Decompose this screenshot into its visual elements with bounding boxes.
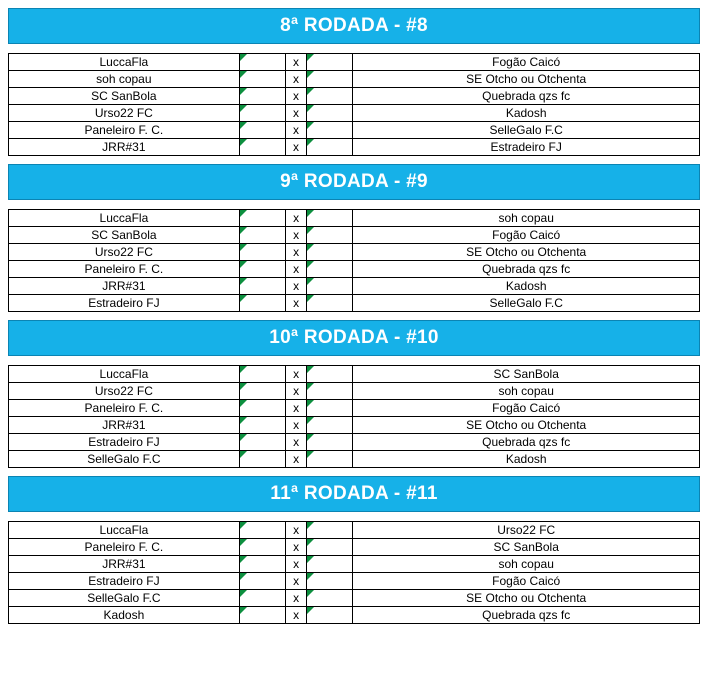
versus-separator: x: [286, 71, 307, 88]
table-row: [9, 122, 700, 139]
home-score-cell[interactable]: [239, 400, 285, 417]
home-score-cell[interactable]: [239, 556, 285, 573]
table-row: [9, 607, 700, 624]
away-score-cell[interactable]: [306, 383, 352, 400]
home-score-cell[interactable]: [239, 590, 285, 607]
away-score-cell[interactable]: [306, 88, 353, 105]
comment-marker-icon: [240, 451, 247, 458]
fixtures-table: [8, 521, 700, 624]
versus-separator: x: [286, 139, 307, 156]
versus-separator: x: [286, 590, 307, 607]
home-team-cell: Paneleiro F. C.: [9, 261, 240, 278]
comment-marker-icon: [240, 607, 247, 614]
comment-marker-icon: [240, 261, 247, 268]
away-score-cell[interactable]: [306, 261, 352, 278]
round-block: [0, 476, 708, 624]
table-row: [9, 590, 700, 607]
fixtures-table: [8, 209, 700, 312]
table-row: [9, 227, 700, 244]
away-team-cell: Fogão Caicó: [353, 400, 700, 417]
away-score-cell[interactable]: [306, 54, 353, 71]
home-score-cell[interactable]: [239, 105, 286, 122]
away-team-cell: soh copau: [353, 383, 700, 400]
away-team-cell: Quebrada qzs fc: [353, 261, 700, 278]
home-score-cell[interactable]: [239, 607, 285, 624]
versus-separator: x: [286, 244, 307, 261]
table-row: [9, 366, 700, 383]
comment-marker-icon: [307, 434, 314, 441]
home-team-cell: LuccaFla: [9, 522, 240, 539]
round-title: 10ª RODADA - #10: [8, 320, 700, 356]
home-team-cell: Paneleiro F. C.: [9, 539, 240, 556]
versus-separator: x: [286, 227, 307, 244]
comment-marker-icon: [307, 573, 314, 580]
away-team-cell: SE Otcho ou Otchenta: [353, 590, 700, 607]
comment-marker-icon: [307, 607, 314, 614]
comment-marker-icon: [307, 366, 314, 373]
table-row: [9, 400, 700, 417]
comment-marker-icon: [240, 539, 247, 546]
round-title: 8ª RODADA - #8: [8, 8, 700, 44]
away-team-cell: Estradeiro FJ: [353, 139, 700, 156]
table-row: [9, 417, 700, 434]
comment-marker-icon: [307, 261, 314, 268]
rounds-container: [0, 8, 708, 624]
away-team-cell: Fogão Caicó: [353, 573, 700, 590]
comment-marker-icon: [307, 278, 314, 285]
home-score-cell[interactable]: [239, 295, 285, 312]
versus-separator: x: [286, 261, 307, 278]
round-title: 9ª RODADA - #9: [8, 164, 700, 200]
fixtures-table: [8, 365, 700, 468]
comment-marker-icon: [307, 383, 314, 390]
table-row: [9, 71, 700, 88]
away-team-cell: SE Otcho ou Otchenta: [353, 244, 700, 261]
comment-marker-icon: [307, 244, 314, 251]
table-row: [9, 88, 700, 105]
comment-marker-icon: [240, 210, 247, 217]
comment-marker-icon: [307, 522, 314, 529]
away-score-cell[interactable]: [306, 573, 352, 590]
comment-marker-icon: [307, 227, 314, 234]
table-row: [9, 244, 700, 261]
home-team-cell: LuccaFla: [9, 54, 240, 71]
table-row: [9, 539, 700, 556]
away-team-cell: Fogão Caicó: [353, 54, 700, 71]
table-row: [9, 556, 700, 573]
away-team-cell: Kadosh: [353, 451, 700, 468]
home-score-cell[interactable]: [239, 227, 285, 244]
comment-marker-icon: [307, 451, 314, 458]
away-score-cell[interactable]: [306, 278, 352, 295]
away-score-cell[interactable]: [306, 417, 352, 434]
comment-marker-icon: [240, 54, 247, 61]
comment-marker-icon: [240, 244, 247, 251]
versus-separator: x: [286, 278, 307, 295]
home-team-cell: JRR#31: [9, 278, 240, 295]
comment-marker-icon: [240, 71, 247, 78]
comment-marker-icon: [240, 434, 247, 441]
home-team-cell: JRR#31: [9, 417, 240, 434]
away-score-cell[interactable]: [306, 400, 352, 417]
away-team-cell: soh copau: [353, 556, 700, 573]
versus-separator: x: [286, 451, 307, 468]
table-row: [9, 105, 700, 122]
away-score-cell[interactable]: [306, 522, 352, 539]
versus-separator: x: [286, 295, 307, 312]
away-score-cell[interactable]: [306, 244, 352, 261]
away-score-cell[interactable]: [306, 227, 352, 244]
table-row: [9, 278, 700, 295]
away-team-cell: Urso22 FC: [353, 522, 700, 539]
versus-separator: x: [286, 573, 307, 590]
home-score-cell[interactable]: [239, 139, 286, 156]
comment-marker-icon: [307, 210, 314, 217]
home-score-cell[interactable]: [239, 539, 285, 556]
versus-separator: x: [286, 105, 307, 122]
home-score-cell[interactable]: [239, 573, 285, 590]
away-score-cell[interactable]: [306, 556, 352, 573]
comment-marker-icon: [307, 71, 314, 78]
comment-marker-icon: [240, 122, 247, 129]
round-block: [0, 8, 708, 156]
round-block: [0, 320, 708, 468]
home-score-cell[interactable]: [239, 54, 286, 71]
comment-marker-icon: [307, 295, 314, 302]
home-score-cell[interactable]: [239, 522, 285, 539]
comment-marker-icon: [307, 88, 314, 95]
versus-separator: x: [286, 522, 307, 539]
comment-marker-icon: [307, 539, 314, 546]
table-row: [9, 383, 700, 400]
versus-separator: x: [286, 607, 307, 624]
fixtures-page: [0, 8, 708, 695]
home-score-cell[interactable]: [239, 366, 285, 383]
versus-separator: x: [286, 88, 307, 105]
table-row: [9, 573, 700, 590]
comment-marker-icon: [240, 295, 247, 302]
comment-marker-icon: [240, 400, 247, 407]
comment-marker-icon: [240, 556, 247, 563]
away-team-cell: Kadosh: [353, 105, 700, 122]
versus-separator: x: [286, 434, 307, 451]
away-score-cell[interactable]: [306, 139, 353, 156]
comment-marker-icon: [240, 105, 247, 112]
comment-marker-icon: [240, 88, 247, 95]
home-score-cell[interactable]: [239, 383, 285, 400]
away-team-cell: SE Otcho ou Otchenta: [353, 417, 700, 434]
home-team-cell: SelleGalo F.C: [9, 590, 240, 607]
home-score-cell[interactable]: [239, 261, 285, 278]
home-score-cell[interactable]: [239, 71, 286, 88]
away-team-cell: Quebrada qzs fc: [353, 434, 700, 451]
home-team-cell: Paneleiro F. C.: [9, 400, 240, 417]
comment-marker-icon: [240, 278, 247, 285]
away-score-cell[interactable]: [306, 122, 353, 139]
comment-marker-icon: [307, 54, 314, 61]
away-score-cell[interactable]: [306, 451, 352, 468]
away-team-cell: soh copau: [353, 210, 700, 227]
table-row: [9, 261, 700, 278]
versus-separator: x: [286, 383, 307, 400]
home-team-cell: soh copau: [9, 71, 240, 88]
away-score-cell[interactable]: [306, 590, 352, 607]
table-row: [9, 434, 700, 451]
comment-marker-icon: [240, 366, 247, 373]
home-team-cell: Estradeiro FJ: [9, 295, 240, 312]
away-team-cell: SC SanBola: [353, 366, 700, 383]
away-score-cell[interactable]: [306, 295, 352, 312]
comment-marker-icon: [307, 556, 314, 563]
away-team-cell: Quebrada qzs fc: [353, 88, 700, 105]
table-row: [9, 139, 700, 156]
home-score-cell[interactable]: [239, 278, 285, 295]
home-score-cell[interactable]: [239, 434, 285, 451]
comment-marker-icon: [240, 139, 247, 146]
comment-marker-icon: [240, 417, 247, 424]
home-team-cell: SelleGalo F.C: [9, 451, 240, 468]
home-score-cell[interactable]: [239, 210, 285, 227]
home-team-cell: Estradeiro FJ: [9, 434, 240, 451]
home-score-cell[interactable]: [239, 88, 286, 105]
comment-marker-icon: [307, 417, 314, 424]
comment-marker-icon: [240, 573, 247, 580]
comment-marker-icon: [307, 105, 314, 112]
home-team-cell: Urso22 FC: [9, 383, 240, 400]
away-team-cell: SelleGalo F.C: [353, 122, 700, 139]
table-row: [9, 522, 700, 539]
round-block: [0, 164, 708, 312]
home-team-cell: Estradeiro FJ: [9, 573, 240, 590]
table-row: [9, 295, 700, 312]
home-score-cell[interactable]: [239, 244, 285, 261]
comment-marker-icon: [240, 522, 247, 529]
away-team-cell: SE Otcho ou Otchenta: [353, 71, 700, 88]
table-row: [9, 210, 700, 227]
home-score-cell[interactable]: [239, 417, 285, 434]
home-team-cell: LuccaFla: [9, 366, 240, 383]
away-team-cell: Kadosh: [353, 278, 700, 295]
away-score-cell[interactable]: [306, 366, 352, 383]
comment-marker-icon: [307, 590, 314, 597]
away-score-cell[interactable]: [306, 71, 353, 88]
home-team-cell: JRR#31: [9, 556, 240, 573]
comment-marker-icon: [240, 590, 247, 597]
versus-separator: x: [286, 417, 307, 434]
away-team-cell: Quebrada qzs fc: [353, 607, 700, 624]
away-team-cell: Fogão Caicó: [353, 227, 700, 244]
home-team-cell: Urso22 FC: [9, 105, 240, 122]
versus-separator: x: [286, 54, 307, 71]
comment-marker-icon: [307, 139, 314, 146]
away-score-cell[interactable]: [306, 539, 352, 556]
versus-separator: x: [286, 210, 307, 227]
home-team-cell: SC SanBola: [9, 227, 240, 244]
comment-marker-icon: [307, 400, 314, 407]
versus-separator: x: [286, 122, 307, 139]
home-team-cell: JRR#31: [9, 139, 240, 156]
home-team-cell: SC SanBola: [9, 88, 240, 105]
home-team-cell: Urso22 FC: [9, 244, 240, 261]
away-score-cell[interactable]: [306, 607, 352, 624]
comment-marker-icon: [240, 383, 247, 390]
versus-separator: x: [286, 539, 307, 556]
home-team-cell: Kadosh: [9, 607, 240, 624]
home-score-cell[interactable]: [239, 122, 286, 139]
comment-marker-icon: [307, 122, 314, 129]
versus-separator: x: [286, 556, 307, 573]
away-team-cell: SC SanBola: [353, 539, 700, 556]
table-row: [9, 451, 700, 468]
away-score-cell[interactable]: [306, 105, 353, 122]
away-team-cell: SelleGalo F.C: [353, 295, 700, 312]
fixtures-table: [8, 53, 700, 156]
away-score-cell[interactable]: [306, 434, 352, 451]
home-score-cell[interactable]: [239, 451, 285, 468]
home-team-cell: LuccaFla: [9, 210, 240, 227]
round-title: 11ª RODADA - #11: [8, 476, 700, 512]
away-score-cell[interactable]: [306, 210, 352, 227]
versus-separator: x: [286, 400, 307, 417]
table-row: [9, 54, 700, 71]
versus-separator: x: [286, 366, 307, 383]
home-team-cell: Paneleiro F. C.: [9, 122, 240, 139]
comment-marker-icon: [240, 227, 247, 234]
